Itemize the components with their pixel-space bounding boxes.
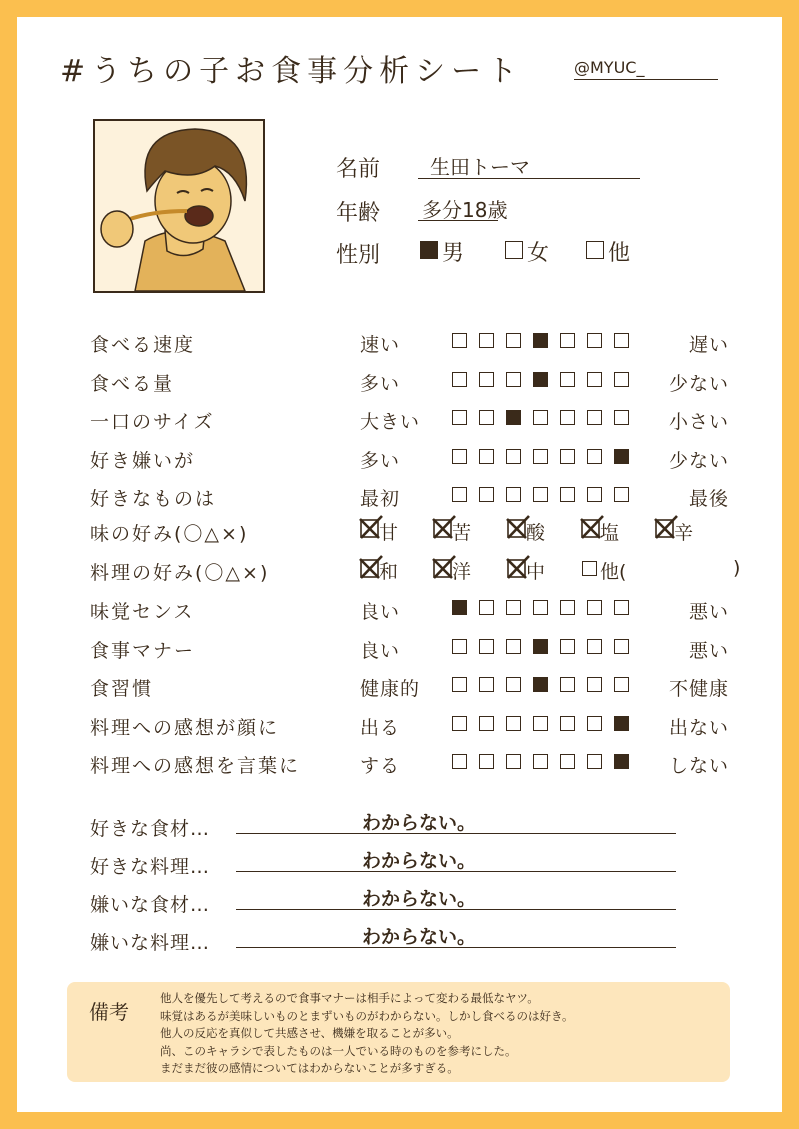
scale-checkbox[interactable] xyxy=(479,716,494,731)
taste-option-label: 塩 xyxy=(600,522,620,544)
scale-checkbox[interactable] xyxy=(479,449,494,464)
scale-checkbox[interactable] xyxy=(560,754,575,769)
cuisine-other-close: ) xyxy=(733,557,741,579)
scale-checkbox[interactable] xyxy=(587,677,602,692)
scale-left-label: 大きい xyxy=(360,411,421,433)
taste-option-label: 苦 xyxy=(452,522,472,544)
scale-checkbox[interactable] xyxy=(452,487,467,502)
scale-checkbox[interactable] xyxy=(587,639,602,654)
scale-checkbox[interactable] xyxy=(533,410,548,425)
scale-checkbox[interactable] xyxy=(479,372,494,387)
scale-checkbox[interactable] xyxy=(614,600,629,615)
scale-checkbox[interactable] xyxy=(479,600,494,615)
scale-checkbox[interactable] xyxy=(587,410,602,425)
scale-checkbox[interactable] xyxy=(479,333,494,348)
gender-label: 性別 xyxy=(336,243,381,268)
favorite-value: わからない。 xyxy=(362,888,477,910)
scale-left-label: 多い xyxy=(360,449,401,472)
scale-checkbox[interactable] xyxy=(560,487,575,502)
favorite-value: わからない。 xyxy=(362,812,477,834)
scale-checkbox[interactable] xyxy=(452,677,467,692)
cuisine-other-label: 他( xyxy=(600,561,627,583)
scale-checkbox[interactable] xyxy=(614,372,629,387)
notes-line: 尚、このキャラシで表したものは一人でいる時のものを参考にした。 xyxy=(160,1043,517,1058)
scale-row-label: 一口のサイズ xyxy=(90,411,215,433)
scale-checkbox[interactable] xyxy=(614,754,629,769)
name-underline xyxy=(418,178,640,179)
scale-row-label: 好きなものは xyxy=(90,488,217,510)
scale-checkbox[interactable] xyxy=(614,487,629,502)
scale-checkbox[interactable] xyxy=(506,639,521,654)
scale-checkbox[interactable] xyxy=(533,600,548,615)
scale-row-label: 食べる量 xyxy=(90,372,175,395)
scale-checkbox[interactable] xyxy=(506,487,521,502)
scale-checkbox[interactable] xyxy=(614,677,629,692)
scale-checkbox[interactable] xyxy=(452,372,467,387)
scale-checkbox[interactable] xyxy=(506,600,521,615)
gender-option-label: 他 xyxy=(608,241,631,266)
scale-checkbox[interactable] xyxy=(533,333,548,348)
scale-checkbox[interactable] xyxy=(452,639,467,654)
scale-right-label: 遅い xyxy=(688,334,729,356)
scale-checkbox[interactable] xyxy=(533,487,548,502)
scale-checkbox[interactable] xyxy=(587,487,602,502)
scale-checkbox[interactable] xyxy=(506,410,521,425)
scale-checkbox[interactable] xyxy=(587,600,602,615)
gender-checkbox[interactable] xyxy=(420,241,438,259)
scale-checkbox[interactable] xyxy=(560,677,575,692)
scale-left-label: 健康的 xyxy=(360,678,421,700)
scale-checkbox[interactable] xyxy=(452,410,467,425)
scale-checkbox[interactable] xyxy=(560,639,575,654)
scale-left-label: 多い xyxy=(360,372,401,395)
gender-option-label: 女 xyxy=(527,241,550,266)
scale-checkbox[interactable] xyxy=(479,487,494,502)
gender-checkbox[interactable] xyxy=(586,241,604,259)
scale-checkbox[interactable] xyxy=(614,410,629,425)
favorite-value: わからない。 xyxy=(362,926,477,948)
scale-row-label: 好き嫌いが xyxy=(90,449,196,472)
name-value: 生田トーマ xyxy=(430,155,530,179)
scale-checkbox[interactable] xyxy=(533,372,548,387)
scale-checkbox[interactable] xyxy=(506,754,521,769)
cuisine-option-label: 洋 xyxy=(452,561,472,583)
cuisine-option-label: 和 xyxy=(379,561,399,583)
scale-checkbox[interactable] xyxy=(479,639,494,654)
notes-box xyxy=(67,982,730,1082)
scale-checkbox[interactable] xyxy=(560,372,575,387)
scale-row-label: 食事マナー xyxy=(90,639,196,662)
scale-checkbox[interactable] xyxy=(587,754,602,769)
author-handle: @MYUC_ xyxy=(574,58,718,80)
scale-checkbox[interactable] xyxy=(506,677,521,692)
favorite-label: 嫌いな食材… xyxy=(90,894,211,916)
scale-checkbox[interactable] xyxy=(452,333,467,348)
scale-checkbox[interactable] xyxy=(479,410,494,425)
scale-right-label: 出ない xyxy=(668,716,729,739)
scale-right-label: 少ない xyxy=(668,372,729,395)
scale-checkbox[interactable] xyxy=(587,333,602,348)
taste-label: 味の好み(〇△×) xyxy=(90,523,249,545)
scale-right-label: 不健康 xyxy=(668,678,729,700)
character-portrait xyxy=(93,119,265,293)
scale-row-label: 料理への感想を言葉に xyxy=(90,755,301,777)
scale-checkbox[interactable] xyxy=(479,677,494,692)
favorite-label: 嫌いな料理… xyxy=(90,932,211,954)
scale-left-label: 良い xyxy=(360,601,401,623)
scale-row-label: 味覚センス xyxy=(90,601,195,623)
gender-checkbox[interactable] xyxy=(505,241,523,259)
scale-checkbox[interactable] xyxy=(533,754,548,769)
notes-line: 他人の反応を真似して共感させ、機嫌を取ることが多い。 xyxy=(160,1026,459,1040)
scale-right-label: 悪い xyxy=(688,639,729,662)
scale-checkbox[interactable] xyxy=(452,754,467,769)
taste-option-label: 辛 xyxy=(674,522,694,544)
scale-checkbox[interactable] xyxy=(587,716,602,731)
scale-left-label: 出る xyxy=(360,716,401,739)
scale-checkbox[interactable] xyxy=(533,716,548,731)
scale-left-label: 速い xyxy=(360,334,401,356)
scale-right-label: 悪い xyxy=(688,601,729,623)
taste-option-label: 酸 xyxy=(526,522,546,544)
scale-checkbox[interactable] xyxy=(614,716,629,731)
scale-right-label: 少ない xyxy=(668,449,729,472)
scale-checkbox[interactable] xyxy=(506,449,521,464)
scale-checkbox[interactable] xyxy=(452,716,467,731)
scale-checkbox[interactable] xyxy=(560,410,575,425)
scale-checkbox[interactable] xyxy=(506,716,521,731)
cuisine-option-label: 中 xyxy=(526,561,546,583)
scale-checkbox[interactable] xyxy=(587,449,602,464)
scale-row-label: 食べる速度 xyxy=(90,334,196,356)
scale-left-label: 良い xyxy=(360,639,401,662)
scale-checkbox[interactable] xyxy=(560,716,575,731)
age-value: 多分18歳 xyxy=(422,198,508,222)
scale-checkbox[interactable] xyxy=(533,449,548,464)
scale-checkbox[interactable] xyxy=(614,333,629,348)
scale-right-label: しない xyxy=(668,755,729,777)
favorite-label: 好きな料理… xyxy=(90,856,211,878)
scale-checkbox[interactable] xyxy=(533,677,548,692)
cuisine-other-checkbox[interactable] xyxy=(582,561,597,576)
scale-checkbox[interactable] xyxy=(614,449,629,464)
scale-right-label: 最後 xyxy=(688,488,729,510)
notes-line: 味覚はあるが美味しいものとまずいものがわからない。しかし食べるのは好き。 xyxy=(160,1008,574,1023)
scale-checkbox[interactable] xyxy=(587,372,602,387)
scale-checkbox[interactable] xyxy=(560,333,575,348)
notes-text xyxy=(160,990,574,1078)
scale-checkbox[interactable] xyxy=(506,333,521,348)
favorite-value: わからない。 xyxy=(362,850,477,872)
scale-checkbox[interactable] xyxy=(479,754,494,769)
scale-checkbox[interactable] xyxy=(506,372,521,387)
scale-left-label: する xyxy=(360,755,401,777)
page-title: #うちの子お食事分析シート xyxy=(60,54,524,89)
age-label: 年齢 xyxy=(336,201,381,226)
scale-checkbox[interactable] xyxy=(614,639,629,654)
age-underline xyxy=(418,220,498,221)
scale-checkbox[interactable] xyxy=(452,600,467,615)
scale-checkbox[interactable] xyxy=(560,600,575,615)
scale-checkbox[interactable] xyxy=(560,449,575,464)
notes-label: 備考 xyxy=(89,1000,129,1024)
name-label: 名前 xyxy=(336,157,381,182)
notes-line: 他人を優先して考えるので食事マナーは相手によって変わる最低なヤツ。 xyxy=(160,991,539,1005)
scale-right-label: 小さい xyxy=(668,411,729,433)
scale-row-label: 食習慣 xyxy=(90,678,154,700)
gender-option-label: 男 xyxy=(442,241,465,266)
scale-left-label: 最初 xyxy=(360,488,401,510)
notes-line: まだまだ彼の感情についてはわからないことが多すぎる。 xyxy=(160,1061,459,1075)
favorite-label: 好きな食材… xyxy=(90,818,211,840)
scale-checkbox[interactable] xyxy=(533,639,548,654)
scale-row-label: 料理への感想が顔に xyxy=(90,716,280,739)
scale-checkbox[interactable] xyxy=(452,449,467,464)
cuisine-label: 料理の好み(〇△×) xyxy=(90,562,270,584)
taste-option-label: 甘 xyxy=(379,522,399,544)
